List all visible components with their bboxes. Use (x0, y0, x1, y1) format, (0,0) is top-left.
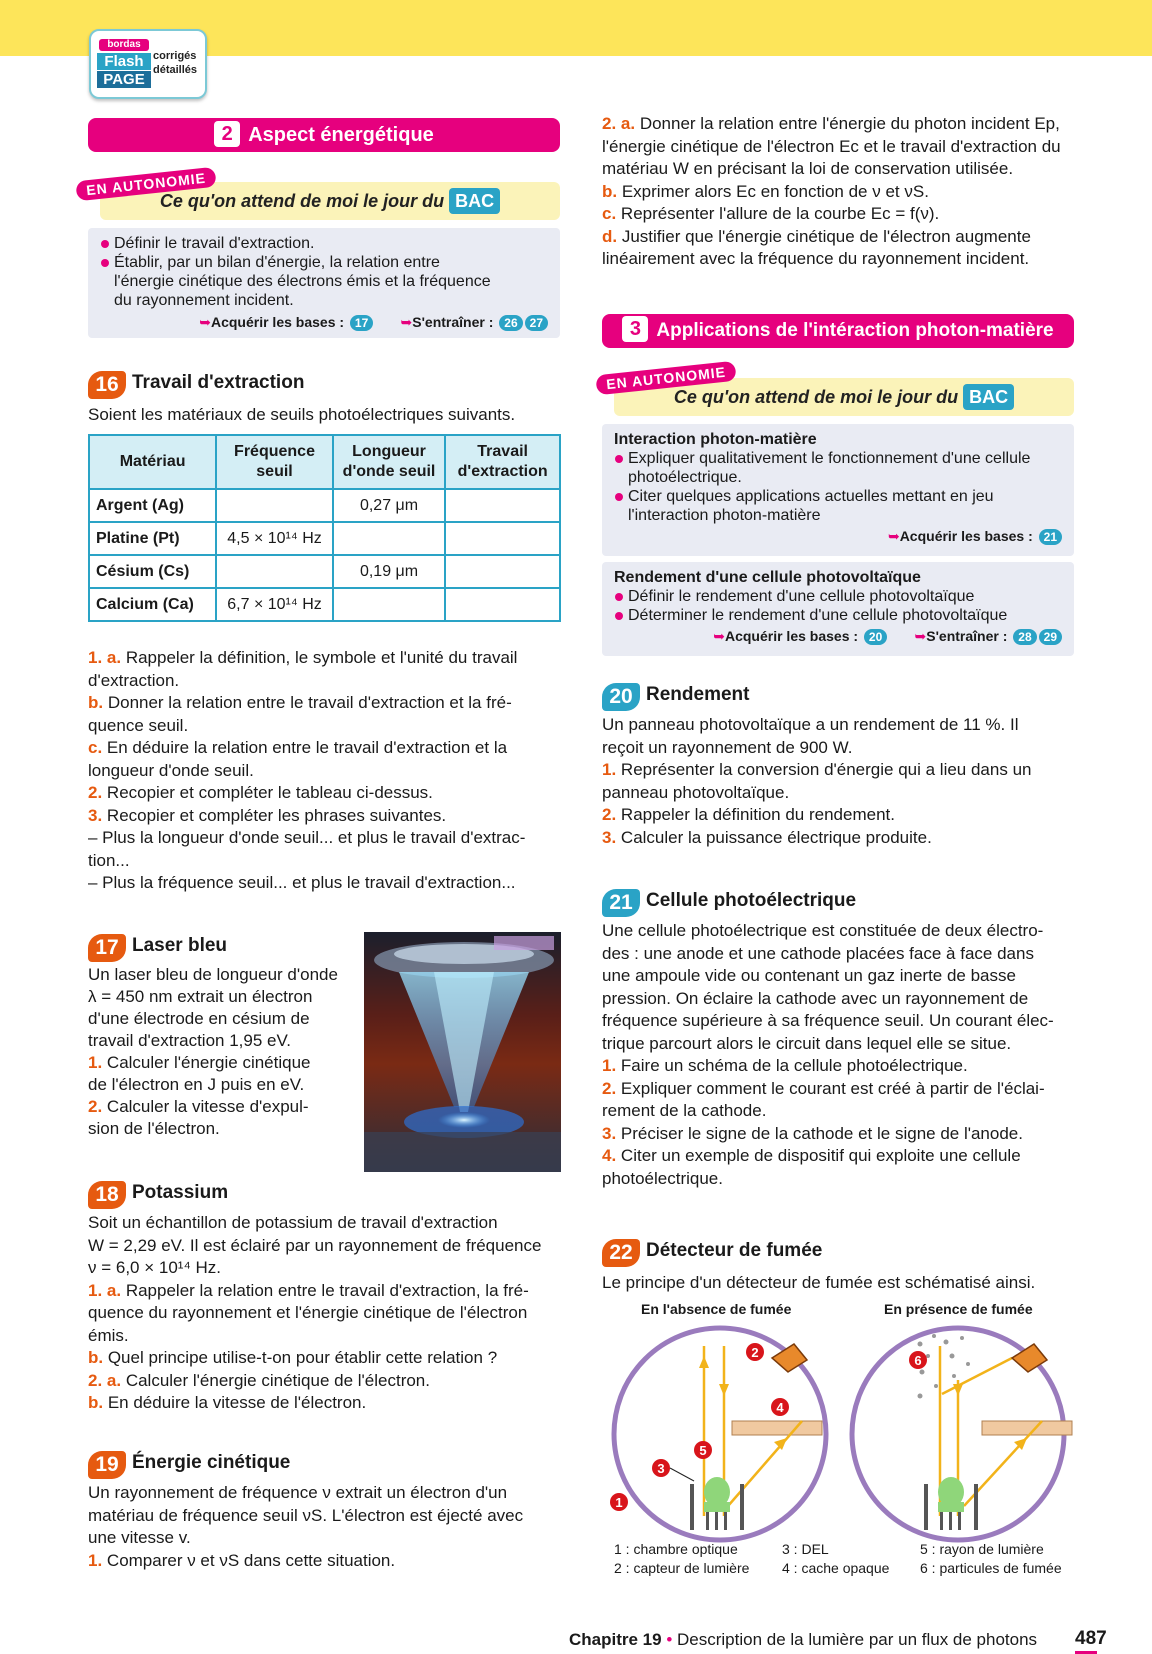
question-line (88, 1052, 343, 1074)
question-text: Calculer l'énergie cinétique de l'électron. (121, 1370, 430, 1390)
table-header: Travail d'extraction (445, 435, 560, 489)
section-3-number: 3 (622, 316, 648, 342)
section-3-title: Applications de l'intéraction photon-matière (656, 320, 1054, 341)
question-text: d'extraction. (88, 670, 180, 690)
exercise-20-number: 20 (602, 683, 640, 711)
question-text: émis. (88, 1325, 129, 1345)
question-line (88, 872, 560, 895)
question-text: photoélectrique. (602, 1168, 723, 1188)
question-line (88, 1008, 343, 1030)
question-text: Justifier que l'énergie cinétique de l'électron augmente (617, 226, 1031, 246)
section-3-box-1: Interaction photon-matière Expliquer qualitativement le fonctionnement d'une cellule photoélectrique. Citer quelques applications actuelles mettant en jeu l'interaction photon-matière ➥Acquérir les bases : 21 (602, 424, 1074, 556)
table-row: Argent (Ag) 0,27 μm (89, 489, 560, 522)
question-text: Une cellule photoélectrique est constituée de deux électro- (602, 921, 1044, 940)
blue-laser-photo (364, 932, 561, 1172)
ref-pill: 17 (350, 315, 373, 331)
bac-badge: BAC (449, 188, 500, 214)
question-label: 2. (602, 805, 617, 824)
question-text: Rappeler la définition, le symbole et l'unité du travail (121, 648, 518, 667)
question-line (88, 737, 560, 760)
exercise-21-number: 21 (602, 889, 640, 917)
logo-flash: Flash (97, 53, 151, 70)
question-text: ν = 6,0 × 10¹⁴ Hz. (88, 1258, 221, 1277)
question-line (602, 1033, 1074, 1056)
question-label: b. (88, 1348, 104, 1367)
question-line (602, 181, 1074, 204)
question-label: 3. (88, 805, 103, 825)
question-line (88, 1074, 343, 1096)
smoke-detector-diagram (602, 1316, 1074, 1548)
table-header-row (89, 435, 560, 489)
question-line (88, 715, 560, 738)
question-line (88, 1235, 560, 1258)
question-line (88, 1392, 560, 1415)
ref-pill: 28 (1013, 629, 1036, 645)
exercise-18-questions (88, 1212, 560, 1415)
question-line (88, 670, 560, 693)
section-3-autonomie-tag: EN AUTONOMIE (595, 361, 736, 396)
question-label: 2. (88, 1097, 103, 1116)
diagram-left-title: En l'absence de fumée (641, 1301, 792, 1317)
question-line (88, 1505, 560, 1528)
question-text: reçoit un rayonnement de 900 W. (602, 737, 853, 757)
question-text: Un panneau photovoltaïque a un rendement de 11 %. Il (602, 715, 1019, 734)
question-text: Représenter la conversion d'énergie qui a lieu dans un (616, 760, 1032, 779)
question-label: 4. (602, 1146, 617, 1165)
question-line (88, 850, 560, 873)
exercise-22-heading: 22 Détecteur de fumée (602, 1238, 822, 1267)
question-text: En déduire la vitesse de l'électron. (103, 1393, 367, 1412)
question-line (88, 805, 560, 828)
question-label: b. (88, 693, 104, 712)
question-text: une vitesse v. (88, 1528, 191, 1547)
question-text: – Plus la fréquence seuil... et plus le travail d'extraction... (88, 873, 516, 892)
marker-6: 6 (914, 1353, 922, 1368)
question-line (602, 943, 1074, 966)
arrow-icon: ➥ (713, 628, 725, 644)
question-line (602, 920, 1074, 943)
question-label: 1. (602, 760, 617, 779)
materials-table (88, 434, 561, 622)
diagram-right-chamber (852, 1328, 1072, 1540)
question-text: l'énergie cinétique de l'électron Ec et le travail d'extraction du (602, 136, 1061, 156)
table-row: Césium (Cs) 0,19 μm (89, 555, 560, 588)
section-2-title: Aspect énergétique (248, 124, 434, 146)
question-line (88, 760, 560, 783)
question-text: λ = 450 nm extrait un électron (88, 987, 313, 1006)
question-line (602, 1145, 1074, 1168)
question-line (88, 1347, 560, 1370)
question-line (88, 986, 343, 1008)
question-line (88, 1527, 560, 1550)
question-text: sion de l'électron. (88, 1119, 220, 1138)
ref-pill: 29 (1039, 629, 1062, 645)
question-label: 1. (602, 1056, 617, 1075)
question-text: Expliquer comment le courant est créé à partir de l'éclai- (616, 1078, 1045, 1098)
question-line (88, 1280, 560, 1303)
question-text: de l'électron en J puis en eV. (88, 1075, 305, 1094)
exercise-19-heading: 19 Énergie cinétique (88, 1450, 290, 1479)
ref-pill: 20 (864, 629, 887, 645)
question-line (88, 827, 560, 850)
expectation-item: Définir le rendement d'une cellule photovoltaïque (614, 587, 1062, 606)
question-line (602, 136, 1074, 159)
question-line (88, 1096, 343, 1118)
section-3-expectations-header: Ce qu'on attend de moi le jour du BAC (614, 378, 1074, 416)
question-text: Recopier et compléter le tableau ci-dessus. (102, 783, 433, 802)
question-text: Calculer l'énergie cinétique (102, 1053, 311, 1072)
exercise-22-intro: Le principe d'un détecteur de fumée est schématisé ainsi. (602, 1273, 1036, 1292)
question-label: 2. (88, 783, 103, 802)
question-text: Représenter l'allure de la courbe Ec = f(ν). (616, 204, 940, 223)
question-text: Faire un schéma de la cellule photoélectrique. (616, 1056, 968, 1075)
marker-2: 2 (751, 1345, 759, 1360)
table-row: Calcium (Ca) 6,7 × 10¹⁴ Hz (89, 588, 560, 621)
question-text: longueur d'onde seuil. (88, 760, 254, 780)
question-label: 3. (602, 1123, 617, 1143)
marker-4: 4 (776, 1400, 784, 1415)
box-2-refs: ➥Acquérir les bases : 20 ➥S'entraîner : 28 29 (614, 627, 1062, 646)
question-line (88, 1325, 560, 1348)
question-line (602, 1123, 1074, 1146)
logo-bordas: bordas (99, 39, 149, 51)
question-line (88, 692, 560, 715)
expectation-item: Définir le travail d'extraction. (100, 234, 548, 253)
exercise-16-questions (88, 647, 560, 895)
expectation-item: Établir, par un bilan d'énergie, la relation entre (100, 253, 548, 272)
exercise-18-heading: 18 Potassium (88, 1180, 228, 1209)
table-header: Matériau (89, 435, 216, 489)
question-line (602, 1055, 1074, 1078)
question-text: Comparer ν et νS dans cette situation. (102, 1550, 396, 1570)
question-label: 2. a. (602, 114, 636, 133)
question-line (602, 1100, 1074, 1123)
box-title: Interaction photon-matière (614, 431, 817, 448)
question-label: c. (88, 738, 103, 757)
exercise-22-number: 22 (602, 1239, 640, 1267)
exercise-19-continued (602, 113, 1074, 271)
expectation-item: Expliquer qualitativement le fonctionnement d'une cellule (614, 449, 1062, 468)
section-2-number: 2 (214, 121, 240, 147)
logo-caption: corrigés détaillés (153, 50, 198, 76)
question-text: Un rayonnement de fréquence ν extrait un électron d'un (88, 1483, 508, 1502)
bac-badge: BAC (963, 384, 1014, 410)
question-text: quence du rayonnement et l'énergie cinétique de l'électron (88, 1303, 528, 1322)
question-label: b. (88, 1393, 104, 1412)
question-text: Soit un échantillon de potassium de travail d'extraction (88, 1213, 498, 1232)
question-line (88, 1212, 560, 1235)
question-text: rement de la cathode. (602, 1101, 767, 1120)
question-line (88, 647, 560, 670)
question-line (602, 113, 1074, 136)
exercise-16-number: 16 (88, 371, 126, 399)
section-2-header (88, 118, 560, 152)
question-line (602, 965, 1074, 988)
question-line (602, 804, 1074, 827)
question-line (602, 988, 1074, 1011)
question-text: quence seuil. (88, 715, 189, 735)
question-label: 1. a. (88, 648, 122, 667)
question-text: Exprimer alors Ec en fonction de ν et νS. (617, 181, 929, 201)
section-2-refs: ➥Acquérir les bases : 17 ➥S'entraîner : 26 27 (100, 313, 548, 332)
question-label: c. (602, 204, 617, 223)
section-2-expectations-header: Ce qu'on attend de moi le jour du BAC (100, 182, 560, 220)
question-text: Un laser bleu de longueur d'onde (88, 965, 338, 984)
question-text: trique parcourt alors le circuit dans lequel elle se situe. (602, 1033, 1012, 1053)
flashpage-logo[interactable] (89, 29, 207, 99)
question-text: des : une anode et une cathode placées face à face dans (602, 943, 1034, 963)
exercise-19-number: 19 (88, 1451, 126, 1479)
question-text: Calculer la vitesse d'expul- (102, 1097, 309, 1116)
question-text: Calculer la puissance électrique produite. (616, 827, 932, 847)
question-label: 2. a. (88, 1370, 122, 1390)
ref-pill: 27 (525, 315, 548, 331)
question-text: Donner la relation entre l'énergie du photon incident Ep, (635, 114, 1060, 133)
question-line (602, 714, 1074, 737)
question-line (88, 1257, 560, 1280)
question-label: 1. (88, 1550, 103, 1570)
question-label: 3. (602, 827, 617, 847)
question-line (88, 1030, 343, 1052)
question-text: travail d'extraction 1,95 eV. (88, 1031, 291, 1050)
question-label: b. (602, 181, 618, 201)
question-line (602, 1078, 1074, 1101)
question-label: 1. a. (88, 1280, 122, 1300)
exercise-16-intro: Soient les matériaux de seuils photoélectriques suivants. (88, 405, 516, 424)
question-line (88, 964, 343, 986)
question-label: 1. (88, 1053, 103, 1072)
ref-pill: 26 (499, 315, 522, 331)
question-text: En déduire la relation entre le travail d'extraction et la (102, 738, 508, 757)
question-text: tion... (88, 850, 130, 870)
expectation-item: Citer quelques applications actuelles mettant en jeu (614, 487, 1062, 506)
laser-image (364, 932, 561, 1172)
table-row: Platine (Pt) 4,5 × 10¹⁴ Hz (89, 522, 560, 555)
logo-page: PAGE (97, 71, 151, 88)
exercise-17-heading: 17 Laser bleu (88, 933, 227, 962)
exercise-17-questions (88, 964, 343, 1140)
question-line (602, 759, 1074, 782)
marker-5: 5 (699, 1443, 707, 1458)
question-label: 2. (602, 1078, 617, 1098)
question-line (602, 827, 1074, 850)
diagram-legend-col-3: 5 : rayon de lumière 6 : particules de fumée (920, 1541, 1062, 1576)
question-line (88, 1118, 343, 1140)
diagram-legend-col-1: 1 : chambre optique 2 : capteur de lumière (614, 1541, 750, 1576)
question-text: Rappeler la relation entre le travail d'extraction, la fré- (121, 1280, 529, 1300)
exercise-16-heading: 16 Travail d'extraction (88, 370, 304, 399)
question-line (602, 1168, 1074, 1191)
diagram-left-chamber (610, 1328, 826, 1540)
question-line (602, 203, 1074, 226)
exercise-20-heading: 20 Rendement (602, 682, 749, 711)
question-line (88, 1370, 560, 1393)
question-text: – Plus la longueur d'onde seuil... et plus le travail d'extrac- (88, 828, 526, 847)
expectation-item: Déterminer le rendement d'une cellule photovoltaïque (614, 606, 1062, 625)
question-text: fréquence supérieure à sa fréquence seuil. Un courant élec- (602, 1011, 1054, 1030)
question-text: linéairement avec la fréquence du rayonnement incident. (602, 249, 1030, 268)
arrow-icon: ➥ (887, 528, 900, 544)
question-text: Quel principe utilise-t-on pour établir cette relation ? (103, 1348, 498, 1367)
question-text: matériau W en précisant la loi de conservation utilisée. (602, 159, 1014, 178)
diagram-right-title: En présence de fumée (884, 1301, 1033, 1317)
question-text: W = 2,29 eV. Il est éclairé par un rayonnement de fréquence (88, 1235, 542, 1255)
question-text: Citer un exemple de dispositif qui exploite une cellule (616, 1146, 1021, 1165)
section-2-autonomie-tag: EN AUTONOMIE (75, 167, 216, 202)
question-text: panneau photovoltaïque. (602, 782, 790, 802)
question-line (88, 1482, 560, 1505)
question-line (88, 782, 560, 805)
marker-3: 3 (657, 1461, 665, 1476)
question-line (602, 1010, 1074, 1033)
question-text: une ampoule vide ou contenant un gaz inerte de basse (602, 966, 1016, 985)
arrow-icon: ➥ (400, 314, 413, 330)
question-label: d. (602, 226, 618, 246)
question-line (88, 1302, 560, 1325)
marker-1: 1 (615, 1495, 623, 1510)
section-2-expectations-box: Définir le travail d'extraction. Établir, par un bilan d'énergie, la relation entre l'énergie cinétique des électrons émis et la fréquence du rayonnement incident. ➥Acquérir les bases : 17 ➥S'entraîner : 26 27 (88, 228, 560, 338)
exercise-17-number: 17 (88, 934, 126, 962)
arrow-icon: ➥ (199, 314, 211, 330)
exercise-21-heading: 21 Cellule photoélectrique (602, 888, 856, 917)
arrow-icon: ➥ (914, 628, 927, 644)
question-text: Rappeler la définition du rendement. (616, 805, 895, 824)
question-text: Donner la relation entre le travail d'extraction et la fré- (103, 693, 512, 712)
table-header: Longueur d'onde seuil (333, 435, 446, 489)
question-line (602, 158, 1074, 181)
question-line (88, 1550, 560, 1573)
section-3-box-2 (602, 562, 1074, 656)
question-text: pression. On éclaire la cathode avec un rayonnement de (602, 988, 1029, 1008)
question-line (602, 782, 1074, 805)
exercise-20-questions (602, 714, 1074, 849)
footer-chapter: Chapitre 19 • Description de la lumière par un flux de photons (569, 1630, 1038, 1649)
question-line (602, 226, 1074, 249)
question-text: Préciser le signe de la cathode et le signe de l'anode. (616, 1123, 1023, 1143)
question-text: Recopier et compléter les phrases suivantes. (102, 805, 447, 825)
question-line (602, 737, 1074, 760)
box-title: Rendement d'une cellule photovoltaïque (614, 569, 921, 586)
exercise-18-number: 18 (88, 1181, 126, 1209)
diagram-legend-col-2: 3 : DEL 4 : cache opaque (782, 1541, 890, 1576)
question-text: matériau de fréquence seuil νS. L'électron est éjecté avec (88, 1505, 524, 1525)
exercise-21-questions (602, 920, 1074, 1190)
page-number: 487 (1075, 1628, 1107, 1649)
section-3-header (602, 314, 1074, 348)
exercise-19-questions (88, 1482, 560, 1572)
ref-pill: 21 (1039, 529, 1062, 545)
question-line (602, 248, 1074, 271)
table-header: Fréquence seuil (216, 435, 333, 489)
box-1-refs: ➥Acquérir les bases : 21 (614, 527, 1062, 546)
question-text: d'une électrode en césium de (88, 1009, 310, 1028)
